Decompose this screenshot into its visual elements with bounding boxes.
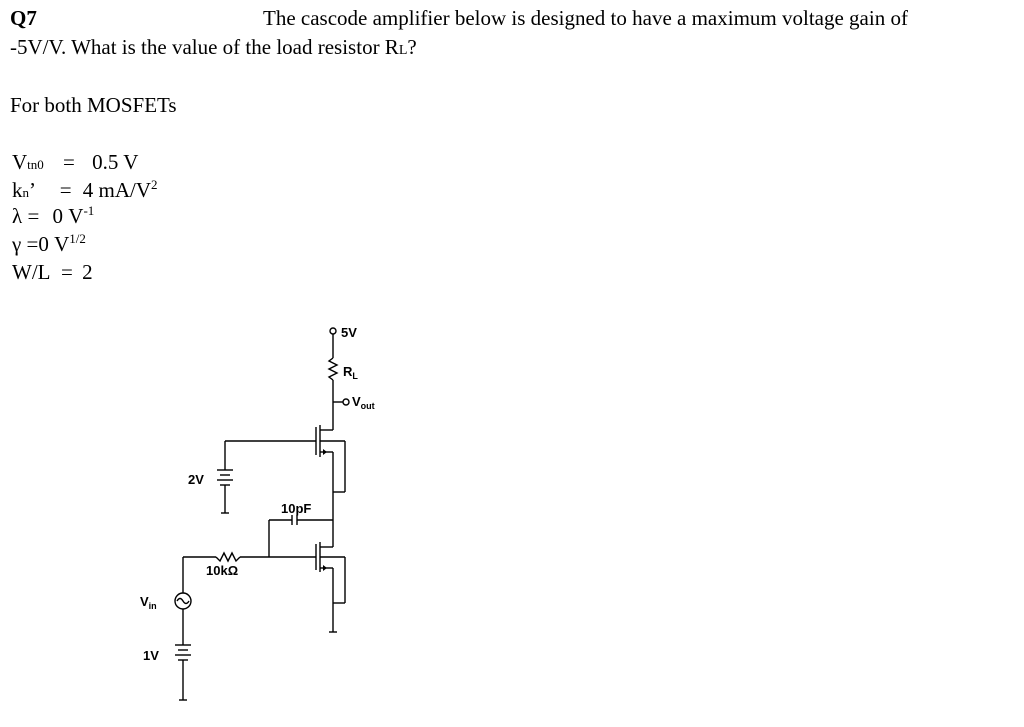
rl-resistor [329, 358, 337, 380]
param-gamma: γ =0 $V^{1/2}$ [12, 231, 86, 256]
vbias-label: 2V [188, 472, 204, 487]
vdc-source [175, 645, 191, 700]
vdc-label: 1V [143, 648, 159, 663]
vout-label: $V_{out}$ [352, 394, 375, 411]
vin-label: $V_{in}$ [140, 594, 157, 611]
question-line-2: -5V/V. What is the value of the load resistor RL? [10, 35, 417, 59]
vout-terminal [343, 399, 349, 405]
question-line-1: The cascode amplifier below is designed to have a maximum voltage gain of [263, 6, 908, 30]
cap-label: 10pF [281, 501, 312, 516]
rl-label: $R_L$ [343, 364, 358, 381]
vdd-terminal [330, 328, 336, 334]
mosfet-heading: For both MOSFETs [10, 93, 177, 117]
param-vtn0: Vtn0 = 0.5 V [12, 150, 139, 174]
vbias-source [217, 441, 233, 513]
resistor-10k [216, 553, 240, 561]
mosfet-m1 [240, 520, 345, 632]
vdd-label: 5V [341, 325, 357, 340]
param-wl: W/L = 2 [12, 260, 93, 284]
question-number: Q7 [10, 6, 37, 30]
res-label: 10kΩ [206, 563, 239, 578]
param-lambda: λ = 0 $V^{-1}$ [12, 203, 95, 228]
param-kn: kn’ = 4 $mA/V^2$ [12, 177, 158, 202]
capacitor-10pf [269, 515, 333, 557]
